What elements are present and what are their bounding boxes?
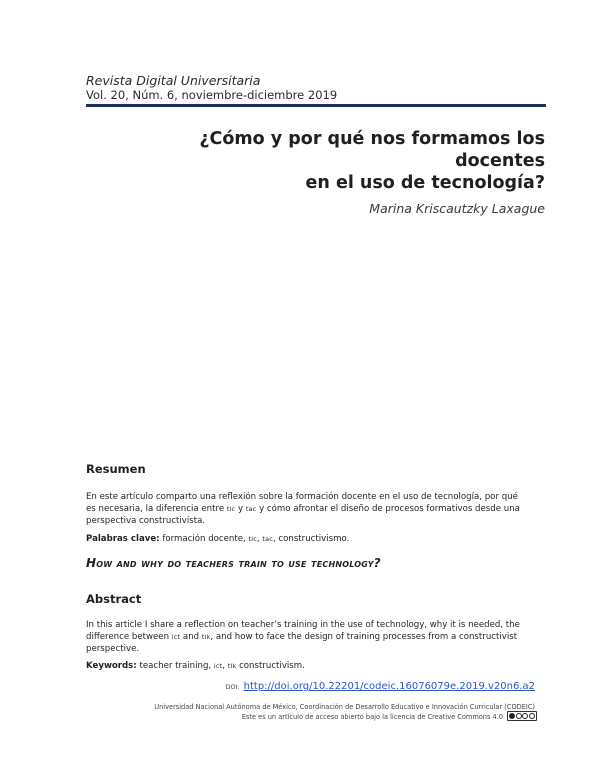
resumen-paragraph: [86, 491, 536, 527]
article-title-line-1: ¿Cómo y por qué nos formamos los docentes: [199, 129, 545, 171]
tlk-abbr: tlk: [201, 633, 211, 641]
abstract-line-3: perspective.: [86, 644, 140, 654]
doi-label: DOI:: [225, 683, 240, 691]
resumen-line-2-a: es necesaria, la diferencia entre: [86, 504, 225, 514]
keyword-tic: tic: [248, 535, 257, 543]
keyword-tac: tac: [262, 535, 273, 543]
keywords-a: teacher training,: [139, 661, 212, 671]
palabras-clave: [86, 533, 536, 545]
journal-header: [86, 73, 337, 103]
cc-icon: [509, 713, 515, 719]
keyword-ict: ict: [213, 662, 223, 670]
journal-volume: Vol. 20, Núm. 6, noviembre-diciembre 2019: [86, 88, 338, 102]
journal-name: Revista Digital Universitaria: [86, 73, 261, 88]
sa-icon: [529, 713, 535, 719]
article-title-line-2: en el uso de tecnología?: [305, 173, 545, 193]
tic-abbr: tic: [226, 505, 236, 513]
footer: [154, 702, 535, 722]
abstract-paragraph: [86, 619, 536, 655]
creative-commons-icon[interactable]: [507, 711, 537, 721]
abstract-line-2-c: , and how to face the design of training processes from a constructivist: [210, 632, 518, 642]
abstract-line-2-a: difference between: [86, 632, 170, 642]
english-title: How and why do teachers train to use technology?: [86, 556, 381, 570]
resumen-line-2: [86, 503, 536, 515]
palabras-clave-b: , constructivismo.: [272, 534, 350, 544]
keywords-line: [86, 660, 536, 672]
abstract-line-2-b: and: [182, 632, 200, 642]
article-author: Marina Kriscautzky Laxague: [369, 201, 545, 216]
keyword-tlk: tlk: [227, 662, 237, 670]
abstract-heading: Abstract: [86, 592, 142, 606]
footer-line-1: Universidad Nacional Autónoma de México, Coordinación de Desarrollo Educativo e Innovación Curricular (CODEIC): [154, 703, 535, 711]
tac-abbr: tac: [245, 505, 257, 513]
doi: [226, 681, 535, 692]
by-icon: [516, 713, 522, 719]
keyword-sep: ,: [256, 534, 260, 544]
keywords-b: constructivism.: [239, 661, 305, 671]
article-title: [105, 128, 545, 194]
resumen-line-2-c: y cómo afrontar el diseño de procesos formativos desde una: [259, 504, 520, 514]
header-rule: [86, 104, 546, 107]
palabras-clave-a: formación docente,: [162, 534, 246, 544]
nc-icon: [522, 713, 528, 719]
abstract-line-2: [86, 631, 536, 643]
ict-abbr: ict: [171, 633, 181, 641]
resumen-line-3: perspectiva constructivista.: [86, 516, 206, 526]
doi-link[interactable]: http://doi.org/10.22201/codeic.16076079e.2019.v20n6.a2: [243, 681, 535, 692]
palabras-clave-label: Palabras clave:: [86, 534, 160, 544]
resumen-heading: Resumen: [86, 462, 146, 476]
keywords-label: Keywords:: [86, 661, 137, 671]
footer-line-2: Este es un artículo de acceso abierto bajo la licencia de Creative Commons 4.0: [241, 713, 503, 721]
resumen-line-1: En este artículo comparto una reflexión sobre la formación docente en el uso de tecnología, por qué: [86, 492, 518, 502]
keyword-sep-en: ,: [222, 661, 226, 671]
palabras-clave-line: [86, 533, 536, 545]
resumen-line-2-b: y: [237, 504, 244, 514]
keywords: [86, 660, 536, 672]
abstract-line-1: In this article I share a reflection on teacher’s training in the use of technology, why it is needed, the: [86, 620, 520, 630]
